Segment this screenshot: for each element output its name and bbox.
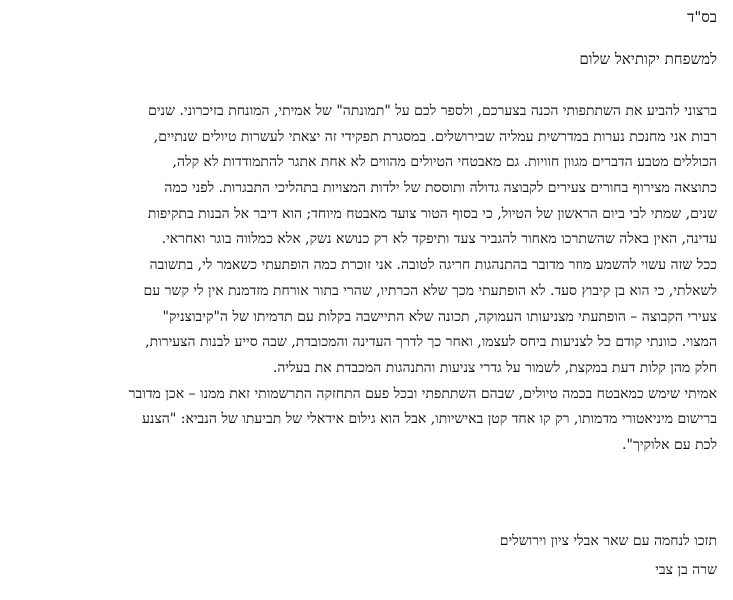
body-line: ברצוני להביע את השתתפותי הכנה בצערכם, ולספר לכם על "תמונתה" של אמיתי, המונחת בזיכרוני. שנים	[148, 103, 717, 119]
body-line: ככל שזה עשוי להשמע מוזר מדובר בהתנהגות חריגה לטובה. אני זוכרת כמה הופתעתי כשאמר לי, בתשובה	[149, 257, 717, 274]
body-line: לכת עם אלוקיך".	[622, 436, 717, 453]
body-line: עדינה, האין באלה שהשתרכו מאחור להגביר צעד ותיפקד לא רק כנושא נשק, אלא כמלווה בוגר ואחראי.	[161, 231, 717, 248]
letter-closing: תזכו לנחמה עם שאר אבלי ציון וירושלים	[499, 533, 717, 549]
body-line: המצוי. כוונתי קודם כל לצניעות ביחס לעצמו, ואחר כך לדרך העדינה והמכובדת, שבה סייע לבנות הצעירות,	[145, 334, 717, 351]
body-line: ברישום מיניאטורי מדמותו, רק קו אחד קטן באישיותו, אבל הוא גילום אידאלי של תביעתו של הנביא: "הצנע	[141, 411, 717, 428]
body-line: לשאלתי, כי הוא בן קיבוץ סעד. לא הופתעתי מכך שלא הכרתיו, שהרי בתור אורחת מזדמנת אין לי קשר עם	[143, 282, 717, 299]
body-line: שנים, שמתי לבי ביום הראשון של הטיול, כי בסוף הטור צועד מאבטח מיוחד; הוא דיבר אל הבנות בתקיפות	[147, 205, 717, 222]
body-line: אמיתי שימש כמאבטח בכמה טיולים, שבהם השתתפתי ובכל פעם התחזקה התרשמותי זאת ממנו – אכן מדובר	[128, 385, 717, 402]
body-line: חלק מהן קלות דעת במקצת, לשמור על גדרי צניעות והתנהגות המכבדת את בעליה.	[272, 359, 717, 376]
body-line: הכוללים מטבע הדברים מגוון חוויות. גם מאבטחי הטיולים מהווים לא אחת אתגר להתמודדות לא קלה,	[172, 154, 717, 171]
body-line: רבות אני מחנכת נערות במדרשית עמליה שבירושלים. במסגרת תפקידי זה יצאתי לעשרות טיולים שנתיים,	[153, 128, 717, 145]
letter-signature: שרה בן צבי	[655, 562, 717, 578]
letter-salutation: למשפחת יקותיאל שלום	[579, 50, 717, 68]
body-line: כתוצאה מצירוף בחורים צעירים לקבוצה גדולה ותוססת של ילדות המצויות בתהליכי התבגרות. לפני כמה	[164, 180, 717, 197]
letter-header-bsd: בס"ד	[687, 8, 717, 26]
body-line: צעירי הקבוצה – הופתעתי מצניעותו העמוקה, תכונה שלא התיישבה בקלות עם תדמיתו של ה"קיבוצניק"	[162, 308, 717, 325]
letter-body	[17, 99, 717, 459]
